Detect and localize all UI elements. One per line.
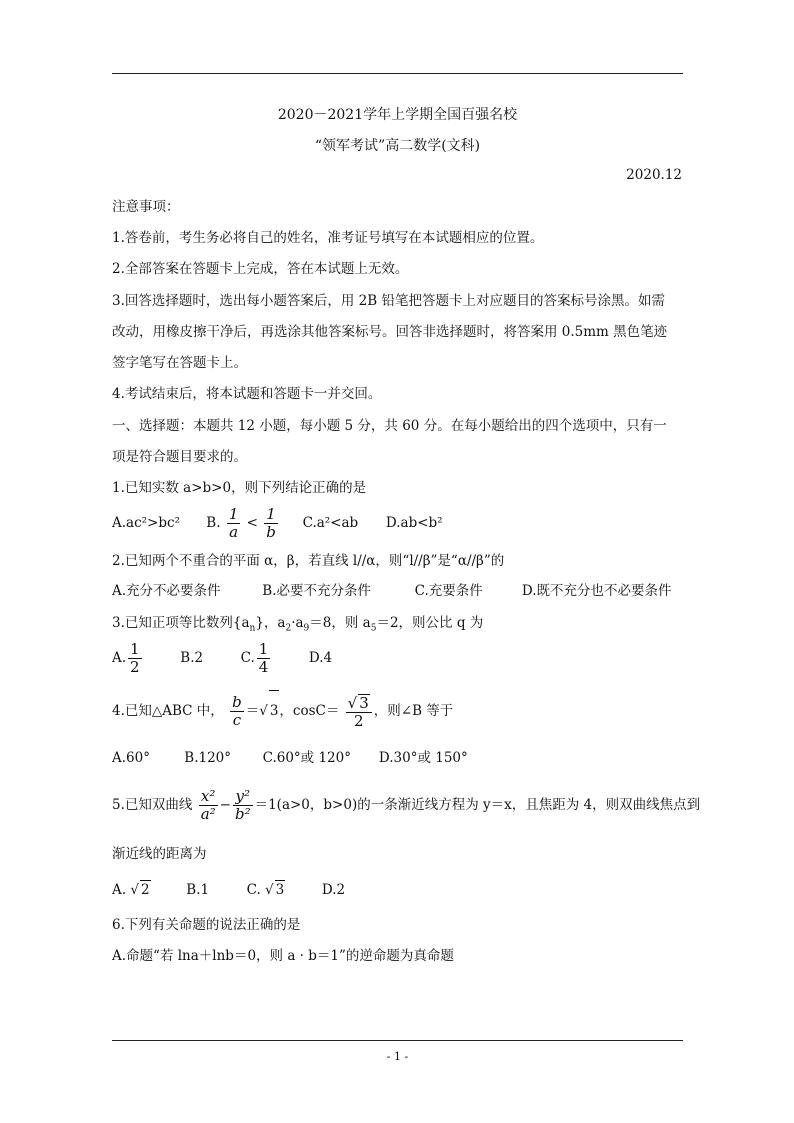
- q1-stem: 1.已知实数 a>b>0，则下列结论正确的是: [112, 480, 367, 496]
- q1-b-rhs-fraction: $\frac{1}{b}$: [266, 505, 276, 541]
- q3-a-fraction: $\frac{1}{2}$: [130, 640, 140, 676]
- q2-option-c: C.充要条件: [414, 583, 483, 599]
- q3-option-d: D.4: [308, 650, 333, 666]
- notes-heading: 注意事项：: [112, 199, 180, 215]
- note-item-3-line-3: 签字笔写在答题卡上。: [112, 355, 247, 371]
- note-item-2: 2.全部答案在答题卡上完成，答在本试题上无效。: [112, 261, 409, 277]
- q4-option-a: A.60°: [112, 750, 150, 766]
- q4-b-over-c: $\frac{b}{c}$: [232, 693, 242, 729]
- q3-option-b: B.2: [180, 650, 204, 666]
- top-rule: [112, 73, 683, 74]
- q4-option-b: B.120°: [184, 750, 232, 766]
- section1-line-2: 项是符合题目要求的。: [112, 449, 247, 465]
- note-item-3-line-1: 3.回答选择题时，选出每小题答案后，用 2B 铅笔把答题卡上对应题目的答案标号涂黑。如需: [112, 293, 665, 309]
- exam-date: 2020.12: [626, 167, 682, 183]
- q3-c-fraction: $\frac{1}{4}$: [258, 640, 269, 676]
- q1-options: [112, 505, 443, 541]
- q5-option-c: C. √ 3: [246, 882, 285, 898]
- q5-stem-line-2: 渐近线的距离为: [112, 846, 207, 862]
- q2-option-b: B.必要不充分条件: [262, 583, 372, 599]
- q1-option-d: D.ab<b²: [385, 515, 443, 531]
- q4-option-c: C.60°或 120°: [262, 750, 351, 766]
- q5-option-a: A. √ 2: [112, 882, 150, 898]
- q5-option-d: D.2: [321, 882, 346, 898]
- q3-options: [112, 640, 332, 676]
- page-number: - 1 -: [386, 1050, 409, 1063]
- q5-stem: 5.已知双曲线 $\frac{\text{x²}}{\text{a²}}$ − $\frac{\text{y²}}{\text{b²}}$ ＝1(a>0，b>0)的一条渐近线方程为 y＝x，且焦距为 4，则双曲线焦点到: [112, 787, 701, 823]
- note-item-4: 4.考试结束后，将本试题和答题卡一并交回。: [112, 386, 382, 402]
- q2-option-a: A.充分不必要条件: [112, 583, 221, 599]
- q5-x-fraction: $\frac{\text{x²}}{\text{a²}}$: [200, 787, 216, 823]
- q3-option-c: C. $\frac{1}{4}$: [240, 640, 269, 676]
- sqrt-icon: √: [130, 882, 139, 898]
- q6-option-a: A.命题“若 lna＋lnb＝0，则 a · b＝1”的逆命题为真命题: [112, 948, 454, 964]
- q1-option-c: C.a²<ab: [302, 515, 359, 531]
- q3-stem: 3.已知正项等比数列$\{a_n\}$，$a_2\cdot a_9=8$，则 $a_5=2$，则公比 q 为: [112, 615, 484, 634]
- note-item-1: 1.答卷前，考生务必将自己的姓名，准考证号填写在本试题相应的位置。: [112, 230, 544, 246]
- q4-stem: 4.已知△ABC 中， $\frac{b}{c}$ ＝√ 3，cosC＝ $\frac{√ 3}{2}$ ，则∠B 等于: [112, 690, 453, 731]
- exam-title: 2020－2021学年上学期全国百强名校: [277, 107, 518, 123]
- sqrt-icon: √: [265, 882, 274, 898]
- q1-option-b: B. $\frac{1}{a}$ < $\frac{1}{b}$: [206, 505, 276, 541]
- q1-b-lhs-fraction: $\frac{1}{a}$: [228, 505, 239, 541]
- q4-cos-fraction: $\frac{√ 3}{2}$: [346, 694, 372, 730]
- q3-option-a: A. $\frac{1}{2}$: [112, 640, 140, 676]
- q5-y-fraction: $\frac{\text{y²}}{\text{b²}}$: [234, 787, 251, 823]
- q6-stem: 6.下列有关命题的说法正确的是: [112, 917, 301, 933]
- q1-option-a: A.ac²>bc²: [112, 515, 180, 531]
- note-item-3-line-2: 改动，用橡皮擦干净后，再选涂其他答案标号。回答非选择题时，将答案用 0.5mm 黑色笔迹: [112, 324, 668, 340]
- sqrt-icon: √: [347, 693, 358, 712]
- bottom-rule: [112, 1040, 683, 1041]
- q5-options: [112, 880, 345, 899]
- q2-stem: 2.已知两个不重合的平面 α，β，若直线 l//α，则“l//β”是“α//β”的: [112, 553, 505, 569]
- q2-options: [112, 582, 672, 600]
- sqrt-icon: √: [259, 703, 268, 719]
- q2-option-d: D.既不充分也不必要条件: [521, 583, 672, 599]
- q4-option-d: D.30°或 150°: [378, 750, 468, 766]
- q4-options: [112, 749, 468, 767]
- section1-line-1: 一、选择题：本题共 12 小题，每小题 5 分，共 60 分。在每小题给出的四个选项中，只有一: [112, 418, 667, 434]
- exam-subtitle: “领军考试”高二数学(文科): [314, 138, 481, 154]
- q5-option-b: B.1: [186, 882, 210, 898]
